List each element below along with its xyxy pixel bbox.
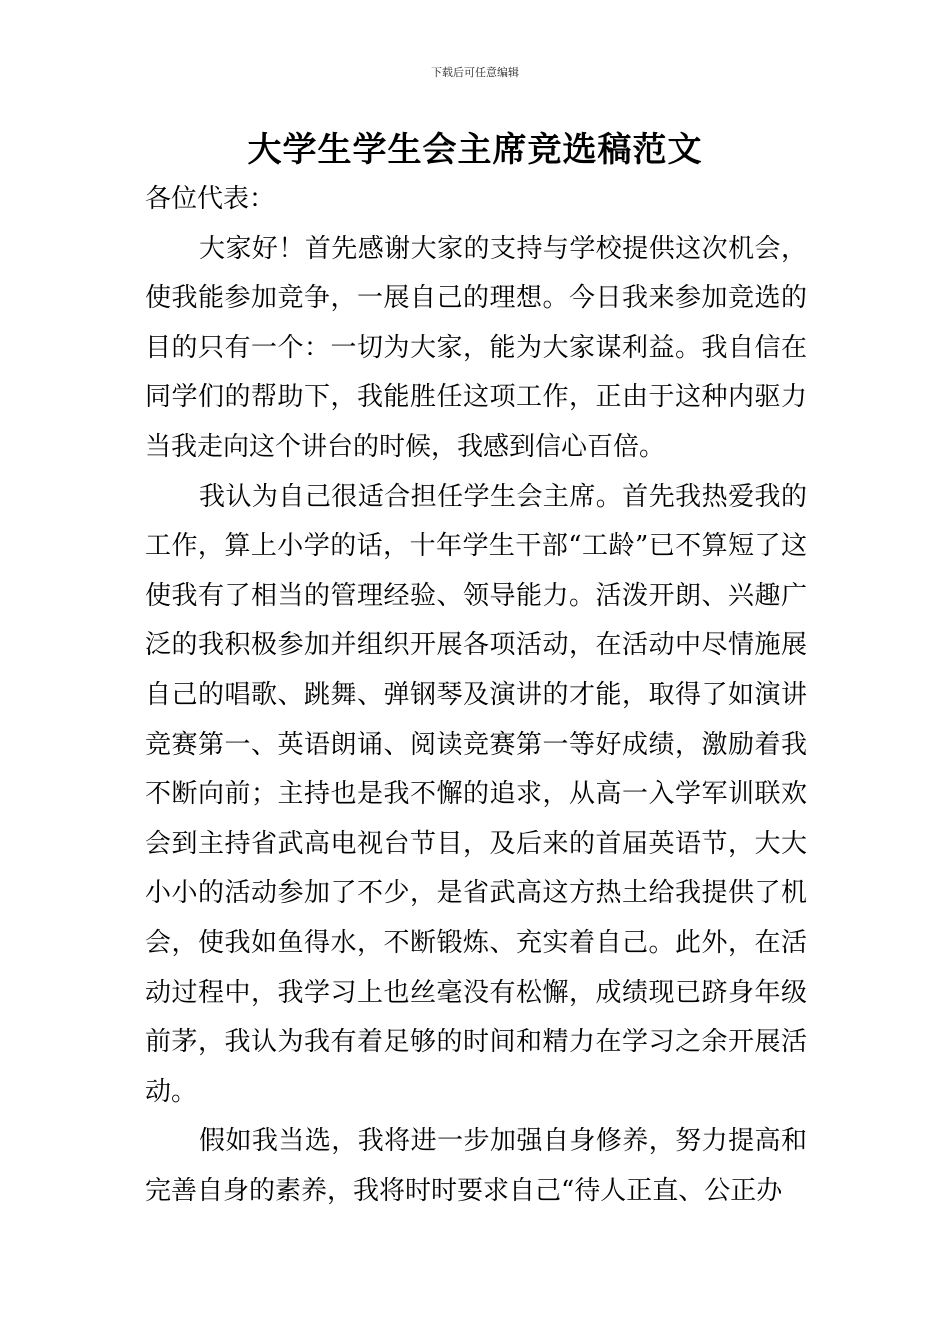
paragraph-2: 我认为自己很适合担任学生会主席。首先我热爱我的工作，算上小学的话，十年学生干部“工龄”已不算短了这使我有了相当的管理经验、领导能力。活泼开朗、兴趣广泛的我积极参加并组织开展各项活动，在活动中尽情施展自己的唱歌、跳舞、弹钢琴及演讲的才能，取得了如演讲竞赛第一、英语朗诵、阅读竞赛第一等好成绩，激励着我不断向前；主持也是我不懈的追求，从高一入学军训联欢会到主持省武高电视台节目，及后来的首届英语节，大大小小的活动参加了不少，是省武高这方热土给我提供了机会，使我如鱼得水，不断锻炼、充实着自己。此外，在活动过程中，我学习上也丝毫没有松懈，成绩现已跻身年级前茅，我认为我有着足够的时间和精力在学习之余开展活动。 — [145, 481, 807, 1107]
paragraph-1: 大家好！首先感谢大家的支持与学校提供这次机会，使我能参加竞争，一展自己的理想。今日我来参加竞选的目的只有一个：一切为大家，能为大家谋利益。我自信在同学们的帮助下，我能胜任这项工作，正由于这种内驱力当我走向这个讲台的时候，我感到信心百倍。 — [145, 233, 807, 462]
salutation: 各位代表： — [145, 184, 276, 214]
document-title: 大学生学生会主席竞选稿范文 — [247, 130, 703, 170]
paragraph-3: 假如我当选，我将进一步加强自身修养，努力提高和完善自身的素养，我将时时要求自己“待人正直、公正办 — [145, 1126, 807, 1206]
document-body — [145, 175, 807, 1216]
header-note: 下载后可任意编辑 — [431, 66, 519, 79]
